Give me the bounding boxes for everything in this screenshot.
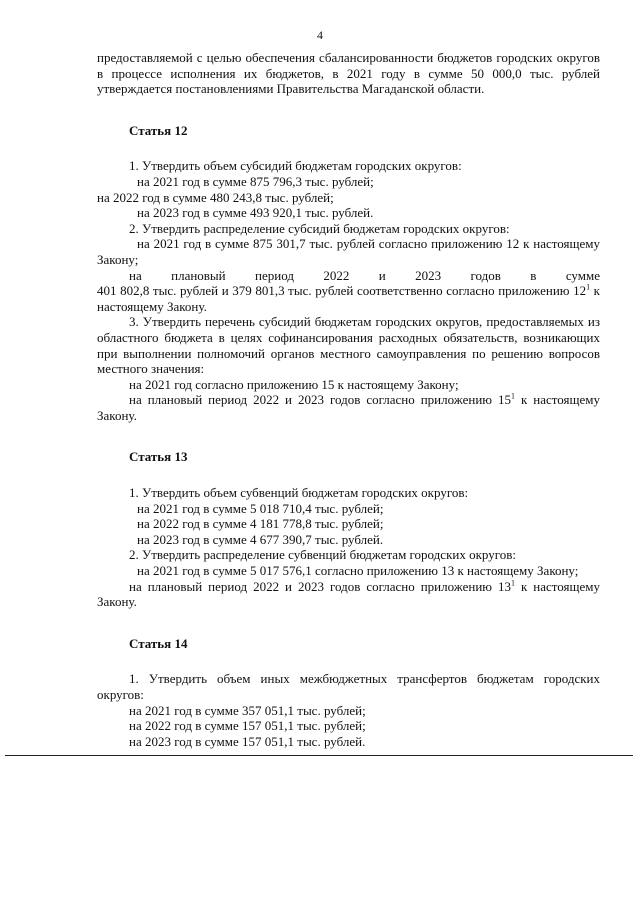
word: 2022 xyxy=(323,267,350,283)
page-number: 4 xyxy=(317,28,323,42)
article-14-amount-2023: на 2023 год в сумме 157 051,1 тыс. рублей. xyxy=(129,733,366,749)
article-14-item-1: 1. Утвердить объем иных межбюджетных трансфертов бюджетам городских округов: xyxy=(97,671,600,702)
page-bottom-rule xyxy=(5,755,633,756)
article-12-amount-2021: на 2021 год в сумме 875 796,3 тыс. рублей; xyxy=(137,173,374,189)
superscript: 1 xyxy=(510,391,515,401)
article-14-amount-2022: на 2022 год в сумме 157 051,1 тыс. рублей; xyxy=(129,718,366,734)
word: сумме xyxy=(565,267,600,283)
text: на плановый период 2022 и 2023 годов согласно приложению 15 xyxy=(129,392,511,408)
article-13-amount-2021: на 2021 год в сумме 5 018 710,4 тыс. рублей; xyxy=(137,500,384,516)
article-14-amount-2021: на 2021 год в сумме 357 051,1 тыс. рублей; xyxy=(129,702,366,718)
article-13-item-2b xyxy=(97,579,600,610)
text: 401 802,8 тыс. рублей и 379 801,3 тыс. рублей соответственно согласно приложению 12 xyxy=(97,283,587,299)
intro-line: городских округов в процессе исполнения их бюджетов, в 2021 году в сумме xyxy=(97,50,601,81)
article-13-item-2: 2. Утвердить распределение субвенций бюджетам городских округов: xyxy=(129,547,516,563)
intro-line: 50 000,0 тыс. рублей утверждается постановлениями Правительства xyxy=(97,65,600,97)
word: 2023 xyxy=(415,267,442,283)
article-12-item-3b xyxy=(97,392,600,423)
superscript: 1 xyxy=(586,282,591,292)
word: годов xyxy=(470,267,501,283)
superscript: 1 xyxy=(510,578,515,588)
article-12-item-2a: на 2021 год в сумме 875 301,7 тыс. рублей согласно приложению 12 к настоящему Закону; xyxy=(97,236,600,267)
article-12-item-2: 2. Утвердить распределение субсидий бюджетам городских округов: xyxy=(129,220,510,236)
article-12-item-1: 1. Утвердить объем субсидий бюджетам городских округов: xyxy=(129,158,462,174)
text: к настоящему Закону. xyxy=(97,283,600,314)
article-12-amount-2022: на 2022 год в сумме 480 243,8 тыс. рублей; xyxy=(97,189,334,205)
text: на плановый период 2022 и 2023 годов согласно приложению 13 xyxy=(129,578,511,594)
article-13-heading: Статья 13 xyxy=(129,449,188,465)
intro-line: Магаданской области. xyxy=(361,81,485,97)
article-13-amount-2022: на 2022 год в сумме 4 181 778,8 тыс. рублей; xyxy=(137,516,384,532)
article-12-item-3: 3. Утвердить перечень субсидий бюджетам городских округов, предоставляемых из областного бюджета в целях софинансирования расходных обязательств, возникающих при выполнении полномочий органов местного самоуправления по решению вопросов местного значения: xyxy=(97,314,600,377)
word: и xyxy=(378,267,386,283)
text: к настоящему Закону. xyxy=(97,392,600,423)
document-body xyxy=(97,50,600,749)
text: к настоящему Закону. xyxy=(97,578,600,610)
article-12-item-3a: на 2021 год согласно приложению 15 к настоящему Закону; xyxy=(129,376,459,392)
intro-line: предоставляемой с целью обеспечения сбалансированности бюджетов xyxy=(97,50,493,65)
article-12-amount-2023: на 2023 год в сумме 493 920,1 тыс. рублей. xyxy=(137,205,374,221)
word: плановый xyxy=(171,267,226,283)
article-14-heading: Статья 14 xyxy=(129,635,188,651)
word: на xyxy=(129,267,142,283)
article-12-item-2b-rest xyxy=(97,283,600,314)
article-13-item-1: 1. Утвердить объем субвенций бюджетам городских округов: xyxy=(129,485,469,501)
intro-paragraph xyxy=(97,50,600,97)
word: в xyxy=(530,267,537,283)
word: период xyxy=(255,267,294,283)
article-13-amount-2023: на 2023 год в сумме 4 677 390,7 тыс. рублей. xyxy=(137,531,384,547)
article-12-heading: Статья 12 xyxy=(129,122,188,138)
article-13-item-2a: на 2021 год в сумме 5 017 576,1 согласно приложению 13 к настоящему Закону; xyxy=(137,563,579,579)
article-12-item-2b-line1 xyxy=(97,268,600,284)
